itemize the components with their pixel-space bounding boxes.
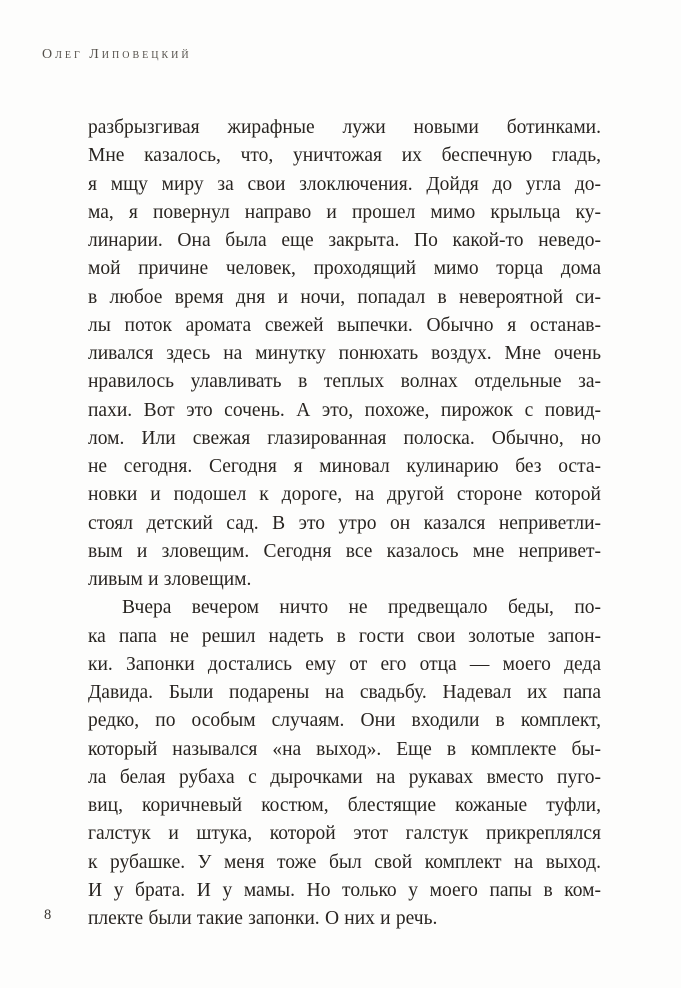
- text-line: лы поток аромата свежей выпечки. Обычно я останав-: [88, 314, 601, 336]
- text-line: ка папа не решил надеть в гости свои золотые запон-: [88, 625, 601, 647]
- text-line: ма, я повернул направо и прошел мимо крыльца ку-: [88, 201, 601, 223]
- text-line: ла белая рубаха с дырочками на рукавах вместо пуго-: [88, 766, 601, 788]
- text-line: вым и зловещим. Сегодня все казалось мне непривет-: [88, 540, 601, 562]
- text-line: редко, по особым случаям. Они входили в комплект,: [88, 710, 601, 732]
- text-line: ливым и зловещим.: [88, 569, 252, 590]
- text-line: разбрызгивая жирафные лужи новыми ботинками.: [88, 117, 601, 138]
- body-text: [88, 114, 601, 933]
- text-line: к рубашке. У меня тоже был свой комплект на выход.: [88, 851, 601, 873]
- text-line: я мщу миру за свои злоключения. Дойдя до угла до-: [88, 173, 601, 195]
- text-line: в любое время дня и ночи, попадал в невероятной си-: [88, 286, 601, 308]
- page-number: 8: [44, 907, 52, 923]
- running-header-author: Олег Липовецкий: [42, 47, 192, 62]
- text-line: галстук и штука, которой этот галстук прикреплялся: [88, 823, 601, 845]
- text-line: мой причине человек, проходящий мимо торца дома: [88, 258, 601, 280]
- text-line: ливался здесь на минутку понюхать воздух. Мне очень: [88, 343, 601, 364]
- text-line: плекте были такие запонки. О них и речь.: [88, 908, 438, 929]
- text-line: который назывался «на выход». Еще в комплекте бы-: [88, 738, 601, 760]
- text-line: ки. Запонки достались ему от его отца — моего деда: [88, 653, 601, 675]
- text-line: стоял детский сад. В это утро он казался неприветли-: [88, 512, 601, 534]
- text-line: нравилось улавливать в теплых волнах отдельные за-: [88, 371, 601, 393]
- text-line: новки и подошел к дороге, на другой стороне которой: [88, 484, 601, 506]
- text-line: линарии. Она была еще закрыта. По какой-то неведо-: [88, 230, 601, 251]
- text-line: виц, коричневый костюм, блестящие кожаные туфли,: [88, 795, 601, 816]
- text-line: И у брата. И у мамы. Но только у моего папы в ком-: [88, 879, 601, 901]
- text-line: Вчера вечером ничто не предвещало беды, по-: [122, 597, 601, 619]
- text-line: лом. Или свежая глазированная полоска. Обычно, но: [88, 427, 601, 449]
- text-line: Мне казалось, что, уничтожая их беспечную гладь,: [88, 145, 601, 167]
- text-line: пахи. Вот это сочень. А это, похоже, пирожок с повид-: [88, 399, 601, 421]
- text-line: Давида. Были подарены на свадьбу. Надевал их папа: [88, 682, 601, 703]
- text-line: не сегодня. Сегодня я миновал кулинарию без оста-: [88, 456, 601, 477]
